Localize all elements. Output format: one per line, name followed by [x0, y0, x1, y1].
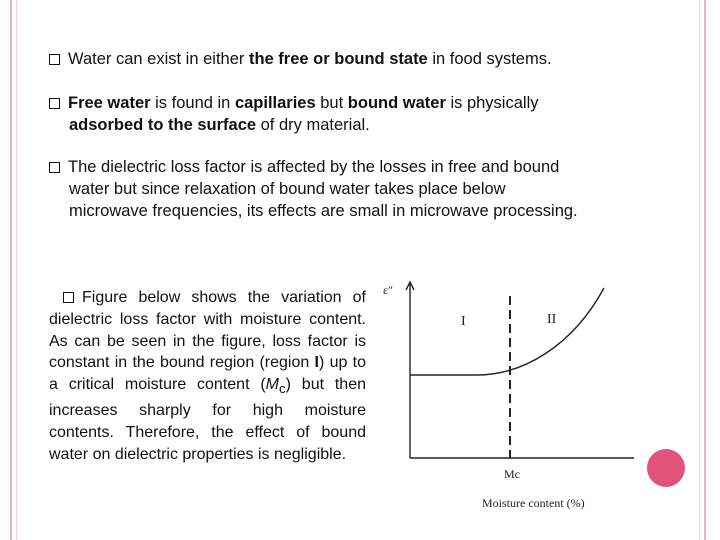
figure-description [49, 287, 366, 466]
region-label-2: II [547, 312, 557, 327]
x-axis-label: Moisture content (%) [482, 496, 585, 510]
bullet-text: in food systems. [427, 50, 552, 68]
bullet-text: Water can exist in either [68, 50, 249, 68]
y-axis-label: ε″ [383, 283, 394, 297]
bullet-bold-text: Free water [68, 94, 151, 112]
loss-factor-figure [372, 272, 640, 512]
bullet-text: is found in [150, 94, 235, 112]
para-subscript: c [278, 381, 286, 397]
para-text: Figure below shows the variation of dielectric loss factor with moisture content. As can be seen in the figure, loss factor is constant in the bound region (region [49, 289, 366, 372]
bullet-2 [49, 92, 539, 136]
bullet-text: of dry material. [256, 116, 370, 134]
para-bold-text: I [314, 354, 319, 372]
bullet-1 [49, 48, 552, 70]
para-text: ) up to a critical moisture content ( [49, 354, 366, 394]
para-text: ) but then increases sharply for high moisture contents. Therefore, the effect of bound water on dielectric properties is negligible. [49, 376, 366, 463]
checkbox-bullet-icon [49, 162, 60, 173]
bullet-text: water but since relaxation of bound water takes place below [69, 180, 506, 198]
region-label-1: I [461, 314, 466, 329]
checkbox-bullet-icon [63, 292, 74, 303]
loss-factor-curve [410, 288, 604, 375]
bullet-text: The dielectric loss factor is affected by the losses in free and bound [68, 158, 560, 176]
bullet-bold-text: capillaries [234, 94, 316, 112]
bullet-bold-text: adsorbed to the surface [69, 116, 257, 134]
bullet-bold-text: the free or bound state [248, 50, 428, 68]
bullet-text: but [315, 94, 348, 112]
critical-moisture-label: Mc [504, 467, 520, 481]
checkbox-bullet-icon [49, 98, 60, 109]
bullet-bold-text: bound water [347, 94, 446, 112]
bullet-text: microwave frequencies, its effects are small in microwave processing. [69, 202, 578, 220]
checkbox-bullet-icon [49, 54, 60, 65]
para-italic-text: M [265, 376, 279, 394]
bullet-text: is physically [445, 94, 539, 112]
decorative-circle [647, 449, 685, 487]
loss-factor-chart [372, 272, 640, 512]
bullet-3 [49, 156, 578, 222]
